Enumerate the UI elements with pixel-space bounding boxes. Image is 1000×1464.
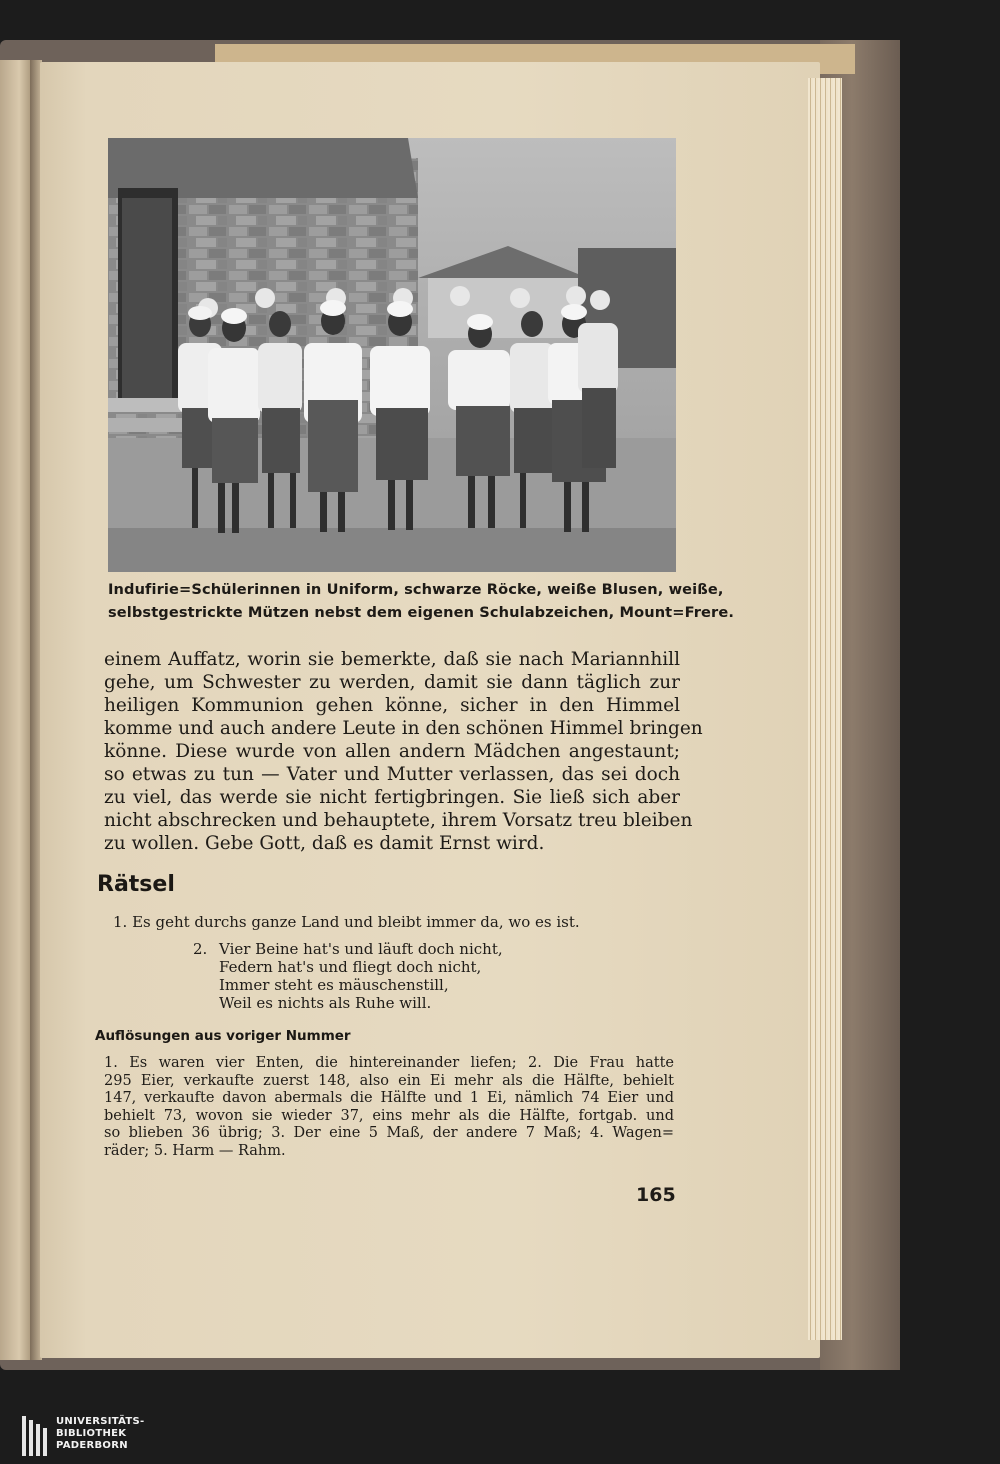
riddle-heading: Rätsel <box>97 872 175 897</box>
library-logo-text <box>56 1416 145 1452</box>
page-stack-edge <box>808 78 842 1340</box>
solutions-line: behielt 73, wovon sie wieder 37, eins mehr als die Hälfte, fortgab. und <box>104 1107 674 1124</box>
logo-line: PADERBORN <box>56 1440 128 1451</box>
story-paragraph <box>104 648 703 855</box>
riddle-2-number: 2. <box>193 940 208 958</box>
riddle-1: 1. Es geht durchs ganze Land und bleibt immer da, wo es ist. <box>113 913 580 931</box>
riddle-2-line: Immer steht es mäuschenstill, <box>219 976 449 994</box>
logo-line: UNIVERSITÄTS- <box>56 1416 145 1427</box>
solutions-line: 147, verkaufte davon abermals die Hälfte und 1 Ei, nämlich 74 Eier und <box>104 1090 674 1106</box>
riddle-2 <box>193 940 503 1012</box>
paragraph-line: zu wollen. Gebe Gott, daß es damit Ernst wird. <box>104 833 545 854</box>
photo-caption <box>108 578 734 624</box>
solutions-line: so blieben 36 übrig; 3. Der eine 5 Maß, der andere 7 Maß; 4. Wagen= <box>104 1125 674 1141</box>
paragraph-line: gehe, um Schwester zu werden, damit sie dann täglich zur <box>104 672 680 693</box>
caption-line-2: selbstgestrickte Mützen nebst dem eigenen Schulabzeichen, Mount=Frere. <box>108 604 734 621</box>
page-number: 165 <box>636 1184 676 1206</box>
paragraph-line: so etwas zu tun — Vater und Mutter verlassen, das sei doch <box>104 764 680 785</box>
riddle-2-line: Vier Beine hat's und läuft doch nicht, <box>219 940 503 958</box>
caption-line-1: Indufirie=Schülerinnen in Uniform, schwarze Röcke, weiße Blusen, weiße, <box>108 581 724 598</box>
paragraph-line: einem Auffatz, worin sie bemerkte, daß sie nach Mariannhill <box>104 649 680 670</box>
group-photo-image <box>108 138 676 572</box>
group-photo <box>108 138 676 572</box>
solutions-line: räder; 5. Harm — Rahm. <box>104 1142 286 1159</box>
library-logo-icon <box>22 1416 52 1456</box>
solutions-text <box>104 1055 674 1160</box>
library-logo <box>22 1416 145 1458</box>
paragraph-line: komme und auch andere Leute in den schönen Himmel bringen <box>104 718 703 739</box>
riddle-2-line: Weil es nichts als Ruhe will. <box>219 994 432 1012</box>
paragraph-line: könne. Diese wurde von allen andern Mädchen angestaunt; <box>104 741 680 762</box>
solutions-line: 1. Es waren vier Enten, die hintereinander liefen; 2. Die Frau hatte <box>104 1055 674 1071</box>
paragraph-line: zu viel, das werde sie nicht fertigbringen. Sie ließ sich aber <box>104 787 680 808</box>
logo-line: BIBLIOTHEK <box>56 1428 127 1439</box>
solutions-heading: Auflösungen aus voriger Nummer <box>95 1028 351 1044</box>
paragraph-line: nicht abschrecken und behauptete, ihrem Vorsatz treu bleiben <box>104 810 693 831</box>
riddle-2-line: Federn hat's und fliegt doch nicht, <box>219 958 482 976</box>
left-page-edge <box>0 60 32 1360</box>
paragraph-line: heiligen Kommunion gehen könne, sicher in den Himmel <box>104 695 680 716</box>
solutions-line: 295 Eier, verkaufte zuerst 148, also ein Ei mehr als die Hälfte, behielt <box>104 1072 674 1089</box>
